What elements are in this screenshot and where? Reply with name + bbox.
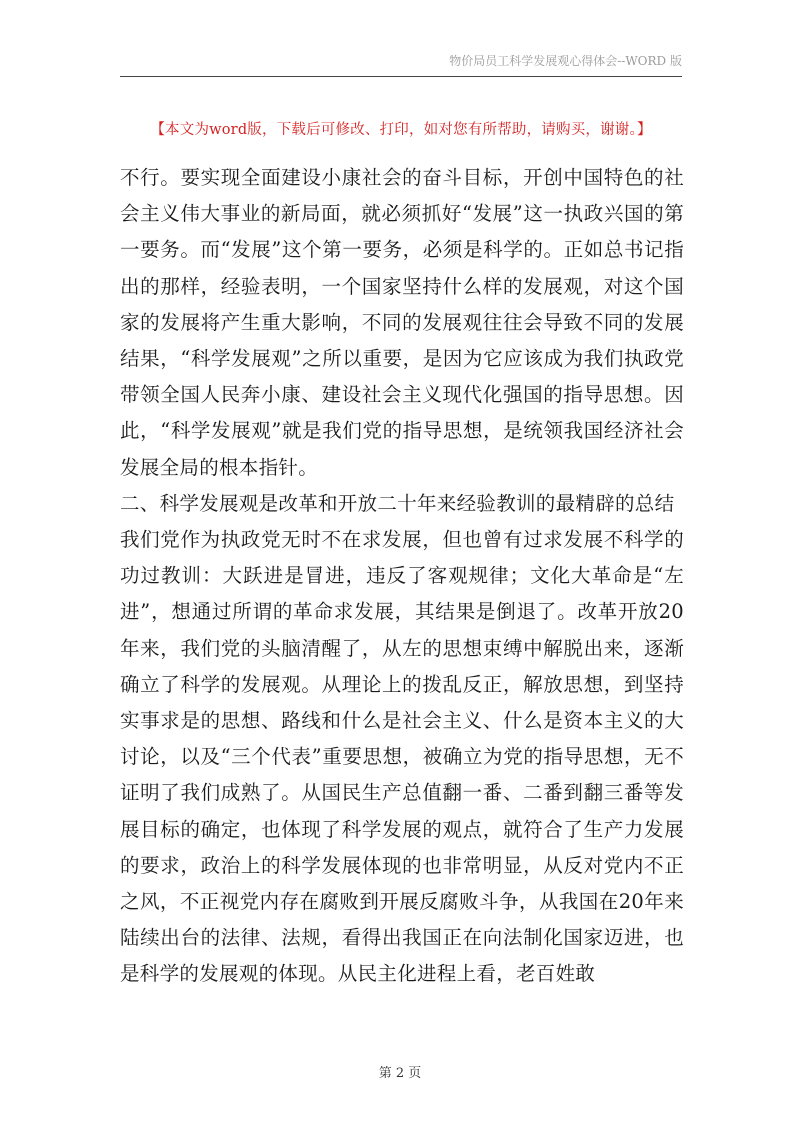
page-number: 第 2 页 (378, 1066, 422, 1081)
page-footer (0, 1062, 800, 1081)
section-heading: 二、科学发展观是改革和开放二十年来经验教训的最精辟的总结 (120, 491, 675, 515)
download-notice: 【本文为word版，下载后可修改、打印，如对您有所帮助，请购买，谢谢。】 (150, 122, 652, 138)
paragraph: 不行。要实现全面建设小康社会的奋斗目标，开创中国特色的社会主义伟大事业的新局面，就必须抓好“发展”这一执政兴国的第一要务。而“发展”这个第一要务，必须是科学的。正如总书记指出的那样，经验表明，一个国家坚持什么样的发展观，对这个国家的发展将产生重大影响，不同的发展观往往会导致不同的发展结果，“科学发展观”之所以重要，是因为它应该成为我们执政党带领全国人民奔小康、建设社会主义现代化强国的指导思想。因此，“科学发展观”就是我们党的指导思想，是统领我国经济社会发展全局的根本指针。 (120, 166, 684, 479)
page-header (120, 52, 682, 77)
paragraph: 我们党作为执政党无时不在求发展，但也曾有过求发展不科学的功过教训：大跃进是冒进，违反了客观规律；文化大革命是“左进”，想通过所谓的革命求发展，其结果是倒退了。改革开放20年来，我们党的头脑清醒了，从左的思想束缚中解脱出来，逐渐确立了科学的发展观。从理论上的拨乱反正，解放思想，到坚持实事求是的思想、路线和什么是社会主义、什么是资本主义的大讨论，以及“三个代表”重要思想，被确立为党的指导思想，无不证明了我们成熟了。从国民生产总值翻一番、二番到翻三番等发展目标的确定，也体现了科学发展的观点，就符合了生产力发展的要求，政治上的科学发展体现的也非常明显，从反对党内不正之风，不正视党内存在腐败到开展反腐败斗争，从我国在20年来陆续出台的法律、法规，看得出我国正在向法制化国家迈进，也是科学的发展观的体现。从民主化进程上看，老百姓敢 (120, 528, 684, 986)
header-title: 物价局员工科学发展观心得体会--WORD 版 (449, 54, 682, 68)
document-body (120, 160, 684, 993)
